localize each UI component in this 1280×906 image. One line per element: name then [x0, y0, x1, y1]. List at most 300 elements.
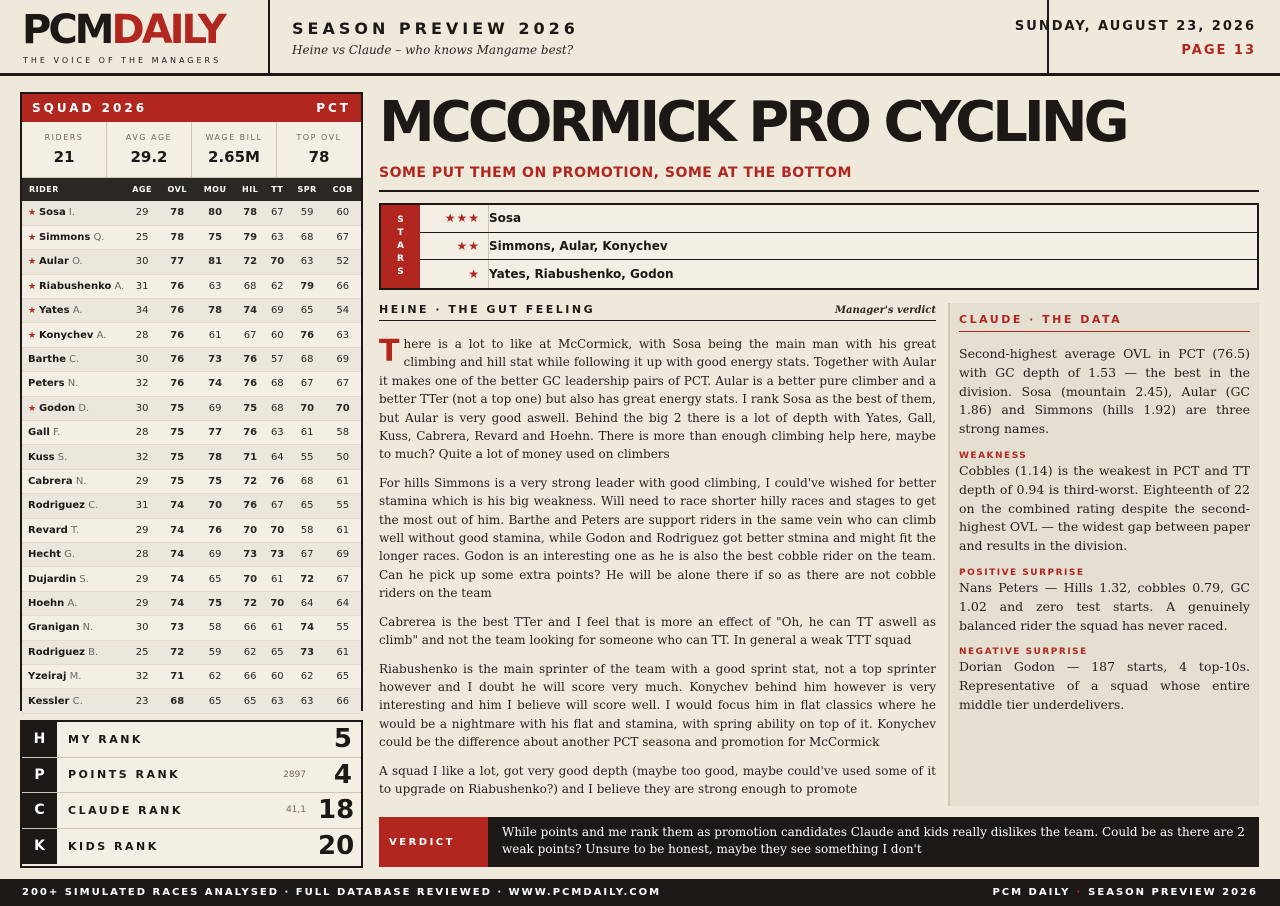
rider-name-cell: [22, 640, 124, 664]
rider-name-cell: [22, 469, 124, 493]
rider-initial: N.: [82, 622, 94, 634]
stat-cell-cob: 50: [324, 445, 361, 469]
stat-cell-ovl: 77: [160, 250, 195, 274]
rank-value: 4: [333, 759, 352, 790]
stat-cell-age: 29: [124, 591, 159, 615]
stat-cell-hil: 79: [236, 225, 265, 249]
stat-cell-tt: 62: [265, 274, 290, 298]
stat-cell-hil: 74: [236, 299, 265, 323]
table-row[interactable]: [22, 421, 361, 445]
rider-name[interactable]: Yates: [38, 305, 70, 317]
rider-name-cell: [22, 445, 124, 469]
rider-name[interactable]: Hoehn: [28, 597, 65, 609]
stat-cell-tt: 64: [265, 445, 290, 469]
stat-cell-ovl: 72: [160, 640, 195, 664]
col-rider[interactable]: RIDER: [22, 178, 124, 201]
footer-section: SEASON PREVIEW 2026: [1088, 887, 1258, 898]
stars-tab-letter: S: [397, 267, 404, 277]
heine-paragraph-text: here is a lot to like at McCormick, with Sosa being the main man with his great climbing and hill stat while following it up with good energy stats. Together with Aular it makes one of the better GC leadership pairs of PCT. Aular is a better pure climber and a better TTer (not a top one) but also has great energy stats. I rank Sosa as the best of them, but Aular is very good aswell. Behind the big 2 there is a lot of depth with Yates, Gall, Kuss, Cabrera, Revard and Hoehn. There is more than enough climbing help here, maybe to much? Quite a lot of money used on climbers: [379, 337, 936, 462]
stat-cell-mou: 81: [195, 250, 236, 274]
stat-wage-bill: [192, 122, 277, 177]
heine-header: [379, 303, 936, 321]
drop-cap: T: [379, 334, 400, 369]
rider-table: [22, 178, 361, 714]
stat-cell-mou: 75: [195, 469, 236, 493]
stat-cell-spr: 59: [290, 201, 325, 225]
stat-cell-cob: 65: [324, 664, 361, 688]
rider-table-body: [22, 201, 361, 713]
weakness-heading: WEAKNESS: [959, 450, 1028, 461]
table-row[interactable]: [22, 347, 361, 371]
stat-cell-age: 32: [124, 664, 159, 688]
stat-cell-hil: 66: [236, 616, 265, 640]
rider-name-cell: [22, 421, 124, 445]
stars-tab-letter: A: [397, 241, 404, 251]
stat-cell-hil: 62: [236, 640, 265, 664]
stat-cell-ovl: 75: [160, 445, 195, 469]
rider-name[interactable]: Aular: [38, 256, 69, 268]
star-rating-icon: ★: [468, 266, 480, 281]
star-tier-2: [420, 233, 1257, 261]
title-divider: [379, 190, 1259, 192]
table-row[interactable]: [22, 250, 361, 274]
rank-key: K: [22, 829, 57, 865]
rider-initial: C.: [72, 695, 83, 707]
rider-initial: N.: [75, 475, 87, 487]
rider-name[interactable]: Peters: [28, 378, 65, 390]
stat-value: 29.2: [130, 148, 168, 166]
stat-avg-age: [107, 122, 192, 177]
col-ovl[interactable]: OVL: [160, 178, 195, 201]
logo[interactable]: [22, 5, 224, 55]
stat-cell-age: 30: [124, 616, 159, 640]
rider-name-cell: [22, 591, 124, 615]
stat-cell-age: 34: [124, 299, 159, 323]
rank-row-my: [22, 722, 361, 758]
star-tier-3: [420, 205, 1257, 233]
stat-riders: [22, 122, 107, 177]
stat-cell-cob: 67: [324, 225, 361, 249]
rider-name[interactable]: Sosa: [38, 207, 66, 219]
negative-heading: NEGATIVE SURPRISE: [959, 647, 1088, 658]
stat-cell-cob: 52: [324, 250, 361, 274]
stat-cell-ovl: 73: [160, 616, 195, 640]
stat-label: AVG AGE: [125, 133, 173, 142]
stat-cell-spr: 67: [290, 542, 325, 566]
stat-cell-hil: 73: [236, 542, 265, 566]
rank-value: 5: [333, 724, 352, 755]
stat-cell-age: 32: [124, 372, 159, 396]
squad-code: PCT: [316, 101, 351, 115]
stat-cell-tt: 73: [265, 542, 290, 566]
rider-name[interactable]: Rodriguez: [28, 500, 85, 512]
stat-cell-tt: 65: [265, 640, 290, 664]
rank-sub: 41,1: [285, 805, 306, 816]
table-row[interactable]: [22, 616, 361, 640]
stat-cell-cob: 61: [324, 518, 361, 542]
rider-initial: C.: [88, 500, 99, 512]
stat-cell-spr: 68: [290, 469, 325, 493]
stat-cell-hil: 66: [236, 664, 265, 688]
stat-cell-ovl: 76: [160, 372, 195, 396]
stat-cell-ovl: 74: [160, 518, 195, 542]
stat-value: 21: [53, 148, 75, 166]
stat-cell-spr: 72: [290, 567, 325, 591]
stat-cell-tt: 68: [265, 396, 290, 420]
stat-cell-mou: 78: [195, 299, 236, 323]
rider-name[interactable]: Riabushenko: [38, 280, 112, 292]
table-row[interactable]: [22, 469, 361, 493]
heine-paragraph: [379, 335, 936, 464]
stat-cell-age: 28: [124, 421, 159, 445]
stat-cell-spr: 79: [290, 274, 325, 298]
stat-cell-cob: 69: [324, 347, 361, 371]
stat-cell-hil: 70: [236, 518, 265, 542]
stat-cell-age: 31: [124, 494, 159, 518]
table-row[interactable]: [22, 640, 361, 664]
star-icon: ★: [28, 306, 39, 317]
col-cob[interactable]: COB: [324, 178, 361, 201]
table-row[interactable]: [22, 664, 361, 688]
stat-cell-ovl: 78: [160, 201, 195, 225]
table-row[interactable]: [22, 494, 361, 518]
stat-cell-hil: 76: [236, 347, 265, 371]
stat-cell-ovl: 75: [160, 469, 195, 493]
verdict-text: While points and me rank them as promotion candidates Claude and kids really dislikes the team. Could be as there are 2 weak points? Unsure to be honest, maybe they see something I don't: [502, 825, 1245, 856]
rider-initial: A.: [114, 280, 125, 292]
stat-cell-cob: 61: [324, 469, 361, 493]
stat-cell-cob: 58: [324, 421, 361, 445]
rider-name-cell: [22, 347, 124, 371]
stat-cell-hil: 67: [236, 323, 265, 347]
stat-cell-mou: 62: [195, 664, 236, 688]
stat-cell-hil: 68: [236, 274, 265, 298]
rank-row-claude: [22, 793, 361, 829]
stat-top-ovl: [277, 122, 361, 177]
stat-value: 2.65M: [208, 148, 260, 166]
stat-cell-age: 30: [124, 250, 159, 274]
stat-cell-tt: 68: [265, 372, 290, 396]
stat-cell-mou: 70: [195, 494, 236, 518]
stat-label: WAGE BILL: [205, 133, 263, 142]
stat-cell-age: 29: [124, 201, 159, 225]
stat-cell-mou: 58: [195, 616, 236, 640]
rank-key: P: [22, 758, 57, 793]
stat-cell-spr: 70: [290, 396, 325, 420]
rider-name[interactable]: Godon: [38, 402, 76, 414]
positive-heading: POSITIVE SURPRISE: [959, 567, 1085, 578]
stat-cell-cob: 69: [324, 542, 361, 566]
squad-title: SQUAD 2026: [32, 101, 148, 115]
stat-label: TOP OVL: [296, 133, 342, 142]
stat-cell-tt: 70: [265, 518, 290, 542]
rider-name-cell: [22, 372, 124, 396]
stars-tab-letter: T: [397, 228, 404, 238]
stars-tab-letter: S: [397, 215, 404, 225]
stat-cell-age: 23: [124, 689, 159, 713]
stat-cell-ovl: 71: [160, 664, 195, 688]
stat-cell-cob: 55: [324, 494, 361, 518]
rank-label: MY RANK: [68, 732, 143, 746]
verdict-bar: [379, 817, 1259, 867]
stat-cell-ovl: 74: [160, 542, 195, 566]
table-row[interactable]: [22, 518, 361, 542]
rider-name[interactable]: Hecht: [28, 549, 61, 561]
rider-initial: S.: [79, 573, 89, 585]
stat-cell-age: 30: [124, 347, 159, 371]
rank-label: CLAUDE RANK: [68, 803, 183, 817]
rider-name[interactable]: Barthe: [28, 354, 66, 366]
rank-key: H: [22, 722, 57, 757]
col-mou[interactable]: MOU: [195, 178, 236, 201]
rider-name-cell: [22, 689, 124, 713]
rider-initial: A.: [72, 305, 83, 317]
masthead-center: [272, 0, 1047, 73]
rider-initial: Q.: [93, 232, 105, 244]
star-tier-names: Sosa: [488, 205, 521, 232]
col-age[interactable]: AGE: [124, 178, 159, 201]
rider-name-cell: [22, 250, 124, 274]
rider-name-cell: [22, 396, 124, 420]
stat-label: RIDERS: [44, 133, 84, 142]
stat-cell-cob: 66: [324, 689, 361, 713]
stat-cell-age: 25: [124, 640, 159, 664]
table-row[interactable]: [22, 567, 361, 591]
heine-note: Manager's verdict: [834, 305, 936, 316]
stat-cell-age: 28: [124, 542, 159, 566]
rider-name[interactable]: Konychev: [38, 329, 94, 341]
rider-name[interactable]: Cabrera: [28, 475, 73, 487]
stat-cell-tt: 69: [265, 299, 290, 323]
stat-cell-tt: 63: [265, 421, 290, 445]
table-row[interactable]: [22, 542, 361, 566]
team-tagline: SOME PUT THEM ON PROMOTION, SOME AT THE BOTTOM: [379, 165, 852, 181]
issue-date: SUNDAY, AUGUST 23, 2026: [1014, 19, 1256, 34]
stat-cell-mou: 76: [195, 518, 236, 542]
rank-label: POINTS RANK: [68, 768, 181, 782]
stat-cell-tt: 67: [265, 201, 290, 225]
stat-cell-mou: 65: [195, 567, 236, 591]
stars-tab: [381, 205, 420, 288]
stat-cell-ovl: 75: [160, 396, 195, 420]
star-rating-icon: ★★★: [444, 211, 480, 226]
footer: [0, 879, 1280, 906]
rider-name[interactable]: Kuss: [28, 451, 55, 463]
stat-cell-cob: 55: [324, 616, 361, 640]
rider-name-cell: [22, 201, 124, 225]
rider-initial: C.: [69, 354, 80, 366]
stat-cell-hil: 76: [236, 494, 265, 518]
heine-paragraph: Riabushenko is the main sprinter of the team with a good sprint stat, not a top sprinter however and I doubt he will score very much. Konychev behind him however is very interesting and him I believe will score well. I would focus him in flat classics where he would be a nightmare with his flat and stamina, with spring ability on top of it. Konychev could be the difference about another PCT seasona and promotion for McCormick: [379, 661, 936, 750]
logo-pcm: PCM: [22, 7, 112, 53]
star-tier-1: [420, 260, 1257, 288]
stat-cell-tt: 76: [265, 469, 290, 493]
page-number: PAGE 13: [1181, 43, 1256, 58]
rider-name[interactable]: Gall: [28, 427, 50, 439]
star-icon: ★: [28, 281, 39, 292]
rider-name-cell: [22, 225, 124, 249]
table-row[interactable]: [22, 396, 361, 420]
footer-left: 200+ SIMULATED RACES ANALYSED · FULL DATABASE REVIEWED · WWW.PCMDAILY.COM: [22, 887, 662, 898]
stat-cell-hil: 70: [236, 567, 265, 591]
stat-cell-tt: 63: [265, 689, 290, 713]
footer-brand: PCM DAILY: [992, 887, 1071, 898]
table-row[interactable]: [22, 372, 361, 396]
stat-cell-age: 29: [124, 469, 159, 493]
rider-name-cell: [22, 494, 124, 518]
stat-value: 78: [308, 148, 330, 166]
masthead: [0, 0, 1280, 76]
rider-initial: O.: [72, 256, 83, 268]
stat-cell-cob: 67: [324, 567, 361, 591]
rider-name-cell: [22, 542, 124, 566]
stat-cell-tt: 70: [265, 250, 290, 274]
table-row[interactable]: [22, 445, 361, 469]
stat-cell-age: 32: [124, 445, 159, 469]
rider-name[interactable]: Revard: [28, 524, 68, 536]
stat-cell-ovl: 78: [160, 225, 195, 249]
table-row[interactable]: [22, 299, 361, 323]
rider-table-header: [22, 178, 361, 201]
stat-cell-cob: 70: [324, 396, 361, 420]
col-tt[interactable]: TT: [265, 178, 290, 201]
negative-text: Dorian Godon — 187 starts, 4 top-10s. Representative of a squad whose entire middle tier underdelivers.: [959, 659, 1250, 712]
star-rating-icon: ★★: [456, 238, 480, 253]
table-row[interactable]: [22, 201, 361, 225]
rank-row-kids: [22, 829, 361, 865]
stat-cell-cob: 60: [324, 201, 361, 225]
rider-name[interactable]: Granigan: [28, 622, 80, 634]
stat-cell-cob: 66: [324, 274, 361, 298]
rank-label: KIDS RANK: [68, 839, 159, 853]
table-row[interactable]: [22, 225, 361, 249]
stat-cell-mou: 78: [195, 445, 236, 469]
table-row[interactable]: [22, 689, 361, 713]
stat-cell-ovl: 76: [160, 274, 195, 298]
rider-initial: A.: [67, 597, 78, 609]
rank-value: 18: [318, 795, 355, 826]
rider-name-cell: [22, 274, 124, 298]
stat-cell-spr: 61: [290, 421, 325, 445]
rider-name[interactable]: Kessler: [28, 695, 70, 707]
stat-cell-age: 28: [124, 323, 159, 347]
stat-cell-ovl: 76: [160, 347, 195, 371]
heine-paragraph: Cabrerea is the best TTer and I feel that is more an effect of "Oh, he can TT aswell as climb" and not the team looking for someone who can TT. In general a weak TTT squad: [379, 614, 936, 648]
stat-cell-hil: 76: [236, 372, 265, 396]
star-tier-names: Simmons, Aular, Konychev: [488, 233, 668, 260]
stat-cell-hil: 78: [236, 201, 265, 225]
stat-cell-ovl: 74: [160, 591, 195, 615]
stat-cell-cob: 61: [324, 640, 361, 664]
footer-right: [992, 887, 1258, 898]
rider-initial: M.: [69, 671, 82, 683]
stat-cell-tt: 61: [265, 567, 290, 591]
stat-cell-mou: 61: [195, 323, 236, 347]
table-row[interactable]: [22, 591, 361, 615]
rider-name[interactable]: Dujardin: [28, 573, 77, 585]
logo-tagline: THE VOICE OF THE MANAGERS: [23, 56, 222, 65]
rider-name[interactable]: Rodriguez: [28, 646, 85, 658]
stat-cell-mou: 75: [195, 225, 236, 249]
rider-initial: T.: [71, 524, 80, 536]
rider-initial: I.: [68, 207, 76, 219]
heine-title: HEINE · THE GUT FEELING: [379, 303, 596, 316]
stat-cell-hil: 75: [236, 396, 265, 420]
rank-row-points: [22, 758, 361, 794]
stat-cell-age: 31: [124, 274, 159, 298]
heine-paragraph: For hills Simmons is a very strong leader with good climbing, I could've wished for better stamina which is his big weakness. Will need to race shorter hilly races and stages to get the most out of him. Barthe and Peters are support riders in the same vein who can climb well without good stamina, while Godon and Rodriguez got better stmina and might fit the longer races. Godon is an interesting one as he is also the best cobble rider on the team. Can he pick up some extra points? He will be alone there if so as there are not cobble riders on the team: [379, 475, 936, 601]
table-row[interactable]: [22, 323, 361, 347]
rank-sub: 2897: [283, 769, 306, 780]
rider-name[interactable]: Simmons: [38, 232, 91, 244]
stat-cell-ovl: 74: [160, 494, 195, 518]
stat-cell-ovl: 76: [160, 323, 195, 347]
rider-name[interactable]: Yzeiraj: [28, 671, 67, 683]
stat-cell-tt: 63: [265, 225, 290, 249]
stat-cell-spr: 55: [290, 445, 325, 469]
verdict-tag: VERDICT: [379, 817, 488, 867]
rider-initial: N.: [67, 378, 79, 390]
star-icon: ★: [28, 208, 39, 219]
rider-name-cell: [22, 323, 124, 347]
stat-cell-ovl: 74: [160, 567, 195, 591]
stat-cell-ovl: 76: [160, 299, 195, 323]
star-tier-names: Yates, Riabushenko, Godon: [488, 260, 674, 288]
stat-cell-spr: 74: [290, 616, 325, 640]
section-title: SEASON PREVIEW 2026: [292, 19, 579, 38]
stat-cell-mou: 63: [195, 274, 236, 298]
stat-cell-spr: 68: [290, 225, 325, 249]
col-spr[interactable]: SPR: [290, 178, 325, 201]
rider-initial: F.: [53, 427, 61, 439]
claude-intro: Second-highest average OVL in PCT (76.5) with GC depth of 1.53 — the best in the division. Sosa (mountain 2.45), Aular (GC 1.86) and Simmons (hills 1.92) are three strong names.: [959, 346, 1250, 437]
stat-cell-mou: 80: [195, 201, 236, 225]
claude-column: [948, 303, 1259, 806]
table-row[interactable]: [22, 274, 361, 298]
star-icon: ★: [28, 403, 39, 414]
col-hil[interactable]: HIL: [236, 178, 265, 201]
rider-initial: A.: [96, 329, 107, 341]
stat-cell-mou: 75: [195, 591, 236, 615]
rider-initial: S.: [57, 451, 68, 463]
stat-cell-cob: 63: [324, 323, 361, 347]
stat-cell-mou: 69: [195, 396, 236, 420]
stat-cell-spr: 64: [290, 591, 325, 615]
stars-box: [379, 203, 1259, 290]
stat-cell-spr: 76: [290, 323, 325, 347]
section-subtitle: Heine vs Claude – who knows Mangame best?: [292, 43, 574, 57]
stat-cell-hil: 65: [236, 689, 265, 713]
stat-cell-mou: 73: [195, 347, 236, 371]
claude-title: CLAUDE · THE DATA: [959, 313, 1250, 332]
rider-name-cell: [22, 616, 124, 640]
masthead-right: [1014, 0, 1280, 73]
ranks-panel: [20, 720, 363, 868]
stat-cell-spr: 68: [290, 347, 325, 371]
heine-column: [379, 303, 936, 798]
rank-value: 20: [318, 831, 355, 862]
stat-cell-spr: 65: [290, 494, 325, 518]
stat-cell-spr: 62: [290, 664, 325, 688]
stat-cell-spr: 65: [290, 299, 325, 323]
logo-block: [0, 0, 270, 73]
stat-cell-tt: 57: [265, 347, 290, 371]
rider-initial: G.: [64, 549, 76, 561]
stat-cell-age: 30: [124, 396, 159, 420]
squad-header: [22, 94, 361, 122]
rider-name-cell: [22, 518, 124, 542]
stat-cell-tt: 67: [265, 494, 290, 518]
